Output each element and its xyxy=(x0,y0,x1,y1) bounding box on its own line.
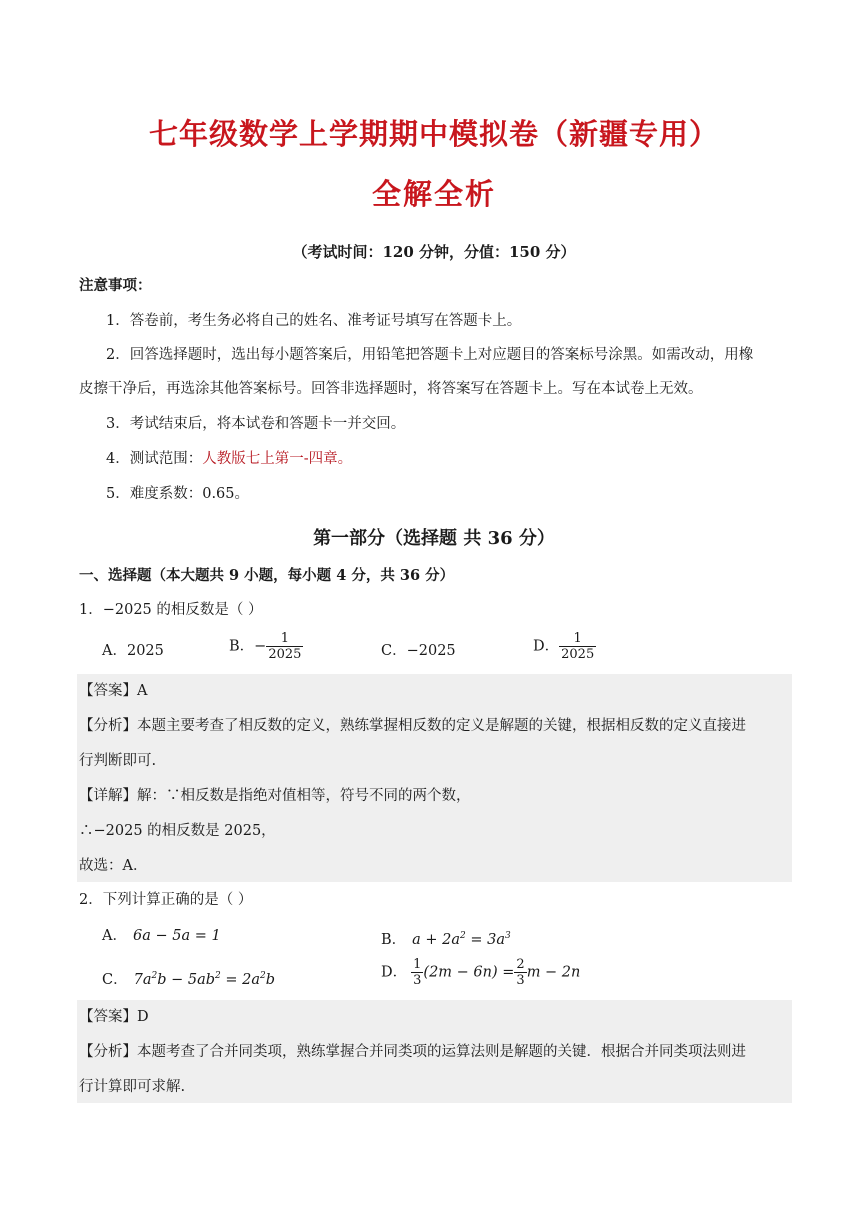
q2-analysis-line1: 【分析】本题考查了合并同类项，熟练掌握合并同类项的运算法则是解题的关键．根据合并同类项法则进 xyxy=(79,1044,746,1060)
q1-option-b-label: B． xyxy=(229,638,255,655)
note-item-2-cont: 皮擦干净后，再选涂其他答案标号。回答非选择题时，将答案写在答题卡上。写在本试卷上无效。 xyxy=(79,381,703,397)
q2-option-b-expression: $a + 2a^2 = 3a^3$ xyxy=(412,931,511,948)
q2-option-d-fraction-2 xyxy=(514,957,526,988)
q2-option-d-tail: m − 2n xyxy=(526,964,581,981)
part1-heading: 第一部分（选择题 共 36 分） xyxy=(313,528,555,549)
q2-option-a-expression: 6a − 5a = 1 xyxy=(132,928,221,944)
q2-option-d xyxy=(381,957,580,988)
q2-option-d-f1-numerator: 1 xyxy=(413,957,422,972)
q1-answer: 【答案】A xyxy=(79,683,148,699)
exam-time-info: （考试时间：120 分钟，分值：150 分） xyxy=(292,243,576,261)
q1-option-d-numerator: 1 xyxy=(573,631,582,646)
q2-stem: 2．下列计算正确的是（ ） xyxy=(79,892,253,908)
notes-heading: 注意事项： xyxy=(79,277,152,294)
exam-subtitle: 全解全析 xyxy=(371,177,496,211)
note-item-5: 5．难度系数：0.65。 xyxy=(106,486,250,502)
q2-option-a-label: A． xyxy=(102,928,127,944)
q2-option-d-fraction-1 xyxy=(411,957,423,988)
note-item-1: 1．答卷前，考生务必将自己的姓名、准考证号填写在答题卡上。 xyxy=(106,313,522,329)
q2-analysis-line2: 行计算即可求解. xyxy=(79,1079,186,1095)
q1-option-d xyxy=(533,631,596,662)
exam-title: 七年级数学上学期期中模拟卷（新疆专用） xyxy=(148,117,719,151)
q2-option-d-middle: (2m − 6n) = xyxy=(423,964,515,981)
note-item-2: 2．回答选择题时，选出每小题答案后，用铅笔把答题卡上对应题目的答案标号涂黑。如需改动，用橡 xyxy=(106,347,754,363)
q1-detail-line1: 【详解】解：∵相反数是指绝对值相等，符号不同的两个数， xyxy=(79,788,471,804)
q2-option-d-f1-denominator: 3 xyxy=(413,973,422,988)
q2-option-d-f2-numerator: 2 xyxy=(516,957,525,972)
note-item-4-prefix: 4．测试范围： xyxy=(106,451,203,467)
q2-answer: 【答案】D xyxy=(79,1009,149,1025)
q1-option-d-denominator: 2025 xyxy=(561,647,595,662)
q1-option-d-fraction xyxy=(559,631,596,662)
section-title: 一、选择题（本大题共 9 小题，每小题 4 分，共 36 分） xyxy=(79,567,455,584)
q1-option-a: A．2025 xyxy=(102,643,164,659)
q2-option-c-label: C． xyxy=(102,971,128,988)
q1-analysis-line1: 【分析】本题主要考查了相反数的定义，熟练掌握相反数的定义是解题的关键，根据相反数的定义直接进 xyxy=(79,718,746,734)
q2-option-d-label: D． xyxy=(381,964,408,981)
q1-solution-box xyxy=(77,674,792,882)
q1-option-d-label: D． xyxy=(533,638,560,655)
q1-analysis-line2: 行判断即可. xyxy=(79,753,157,769)
note-item-3: 3．考试结束后，将本试卷和答题卡一并交回。 xyxy=(106,416,406,432)
q1-option-b-sign: − xyxy=(254,638,267,655)
q2-option-a xyxy=(102,926,221,946)
q2-option-c-expression: $7a^2b - 5ab^2 = 2a^2b$ xyxy=(133,971,276,988)
q2-option-b-label: B． xyxy=(381,931,407,948)
q1-detail-line2: ∴−2025 的相反数是 2025， xyxy=(79,823,276,839)
q2-option-b xyxy=(381,926,511,950)
q1-option-b-fraction xyxy=(266,631,303,662)
q1-option-c: C．−2025 xyxy=(381,643,456,659)
q1-option-b-denominator: 2025 xyxy=(268,647,302,662)
test-range: 人教版七上第一-四章。 xyxy=(202,451,353,467)
q2-option-d-f2-denominator: 3 xyxy=(516,973,525,988)
q1-choice: 故选：A． xyxy=(79,858,148,874)
q1-option-b xyxy=(229,631,303,662)
note-item-4 xyxy=(106,449,352,469)
q2-option-c xyxy=(102,966,275,990)
q1-option-b-numerator: 1 xyxy=(280,631,289,646)
q1-stem: 1．−2025 的相反数是（ ） xyxy=(79,602,263,618)
